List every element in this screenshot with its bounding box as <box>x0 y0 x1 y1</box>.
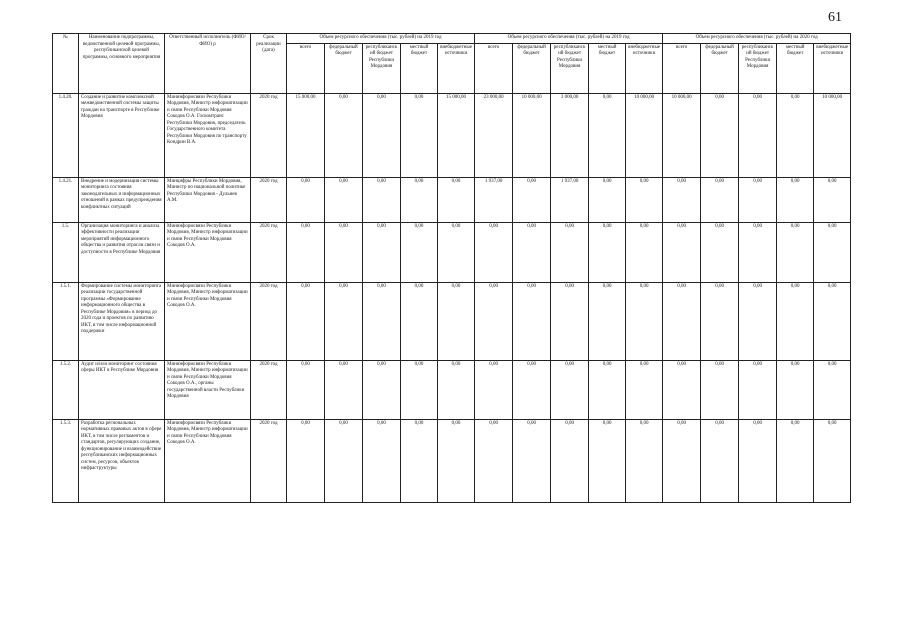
row-value: 0,00 <box>701 93 739 177</box>
header-sub-column: местный бюджет <box>589 43 626 93</box>
row-value: 0,00 <box>363 222 401 282</box>
row-code: 1.4.20. <box>53 93 79 177</box>
table-row <box>53 360 851 419</box>
row-value: 0,00 <box>626 177 663 222</box>
row-code: 1.5. <box>53 222 79 282</box>
table-row <box>53 282 851 360</box>
row-value: 0,00 <box>363 419 401 502</box>
row-value: 0,00 <box>777 222 814 282</box>
row-value: 0,00 <box>475 360 513 419</box>
row-value: 0,00 <box>589 222 626 282</box>
row-term: 2020 год <box>251 419 287 502</box>
row-responsible: Мининформсвязи Республики Мордовия, Министр информатизации и связи Республики Мордовия Сокодов О.А. <box>165 419 251 502</box>
row-value: 0,00 <box>513 177 551 222</box>
row-value: 0,00 <box>739 93 777 177</box>
row-value: 0,00 <box>626 419 663 502</box>
row-value: 0,00 <box>701 282 739 360</box>
row-value: 0,00 <box>401 177 438 222</box>
table-row <box>53 222 851 282</box>
row-responsible: Мининформсвязи Республики Мордовия, Министр информатизации и связи Республики Мордовия Сокодов О.А. Госкомтранс Республики Мордовия, председатель Государственного комитета Республики Мордовия по транспорту Кондрин В.А. <box>165 93 251 177</box>
row-value: 0,00 <box>551 360 589 419</box>
row-name: Разработка региональных нормативных правовых актов в сфере ИКТ, в том числе регламентов и стандартов, регулирующих создание, функционирование и взаимодействие республиканских информационных систем, ресурсов, объектов инфраструктуры <box>79 419 165 502</box>
row-value: 0,00 <box>325 222 363 282</box>
resource-table <box>52 33 851 503</box>
row-value: 0,00 <box>814 177 851 222</box>
row-value: 0,00 <box>589 93 626 177</box>
row-responsible: Мининформсвязи Республики Мордовия, Министр информатизации и связи Республики Мордовия Сокодов О.А., органы государственной власти Республики Мордовия <box>165 360 251 419</box>
header-sub-column: всего <box>663 43 701 93</box>
row-value: 0,00 <box>777 419 814 502</box>
row-value: 3 000,00 <box>551 93 589 177</box>
row-value: 0,00 <box>438 360 475 419</box>
row-value: 0,00 <box>401 360 438 419</box>
row-code: 1.5.1. <box>53 282 79 360</box>
header-sub-column: федеральный бюджет <box>513 43 551 93</box>
row-value: 0,00 <box>438 222 475 282</box>
row-value: 0,00 <box>777 282 814 360</box>
row-value: 0,00 <box>589 360 626 419</box>
row-value: 1 937,00 <box>475 177 513 222</box>
row-value: 0,00 <box>363 177 401 222</box>
row-value: 0,00 <box>663 419 701 502</box>
row-name: Внедрение и модернизация системы мониторинга состояния законодательных и информационных отношений в рамках предупреждения конфликтных ситуаций <box>79 177 165 222</box>
header-no: № <box>53 34 79 94</box>
row-value: 0,00 <box>401 419 438 502</box>
row-value: 0,00 <box>475 282 513 360</box>
table-row <box>53 93 851 177</box>
row-value: 0,00 <box>701 419 739 502</box>
row-value: 0,00 <box>551 282 589 360</box>
row-value: 0,00 <box>401 93 438 177</box>
row-value: 0,00 <box>739 222 777 282</box>
header-year-group: Объем ресурсного обеспечения (тыс. рублей) на 2020 год <box>663 34 851 44</box>
row-value: 0,00 <box>325 419 363 502</box>
row-value: 0,00 <box>663 282 701 360</box>
header-term: Срок реализации (дата) <box>251 34 287 94</box>
row-value: 0,00 <box>814 222 851 282</box>
header-sub-column: местный бюджет <box>401 43 438 93</box>
header-sub-column: всего <box>475 43 513 93</box>
header-sub-column: республиканский бюджет Республики Мордовия <box>363 43 401 93</box>
row-code: 1.5.2. <box>53 360 79 419</box>
row-value: 0,00 <box>513 222 551 282</box>
table-row <box>53 177 851 222</box>
row-value: 0,00 <box>814 419 851 502</box>
row-value: 0,00 <box>363 93 401 177</box>
row-value: 0,00 <box>287 360 325 419</box>
header-year-group: Объем ресурсного обеспечения (тыс. рублей) на 2019 год <box>287 34 475 44</box>
row-responsible: Мининформсвязи Республики Мордовия, Министр информатизации и связи Республики Мордовия Сокодов О.А. <box>165 282 251 360</box>
row-value: 0,00 <box>589 419 626 502</box>
row-value: 0,00 <box>663 222 701 282</box>
row-value: 0,00 <box>513 419 551 502</box>
row-code: 1.5.3. <box>53 419 79 502</box>
row-value: 0,00 <box>438 282 475 360</box>
row-value: 0,00 <box>363 282 401 360</box>
row-responsible: Мининформсвязи Республики Мордовия, Министр информатизации и связи Республики Мордовия Сокодов О.А. <box>165 222 251 282</box>
row-value: 10 000,00 <box>513 93 551 177</box>
row-value: 1 937,00 <box>551 177 589 222</box>
row-value: 0,00 <box>739 360 777 419</box>
row-name: Аудит и/или мониторинг состояния сферы ИКТ в Республике Мордовия <box>79 360 165 419</box>
row-term: 2020 год <box>251 282 287 360</box>
page-number: 61 <box>828 10 842 25</box>
row-value: 0,00 <box>589 282 626 360</box>
header-sub-column: местный бюджет <box>777 43 814 93</box>
header-sub-column: внебюджетные источники <box>814 43 851 93</box>
row-value: 0,00 <box>626 282 663 360</box>
row-value: 0,00 <box>363 360 401 419</box>
row-value: 0,00 <box>287 177 325 222</box>
row-value: 0,00 <box>626 222 663 282</box>
header-sub-column: федеральный бюджет <box>325 43 363 93</box>
header-sub-column: республиканский бюджет Республики Мордовия <box>551 43 589 93</box>
row-value: 0,00 <box>589 177 626 222</box>
row-value: 0,00 <box>438 177 475 222</box>
row-value: 0,00 <box>325 282 363 360</box>
row-value: 0,00 <box>701 360 739 419</box>
header-responsible: Ответственный исполнитель (ФИО/ФИО) р <box>165 34 251 94</box>
row-value: 0,00 <box>401 282 438 360</box>
row-value: 0,00 <box>325 93 363 177</box>
row-value: 0,00 <box>325 177 363 222</box>
row-value: 0,00 <box>513 282 551 360</box>
row-name: Формирование системы мониторинга реализации государственной программы «Формирование информационного общества в Республике Мордовия» в период до 2020 года и проектов по развитию ИКТ, в том числе информационной поддержки <box>79 282 165 360</box>
row-value: 0,00 <box>777 177 814 222</box>
row-name: Организация мониторинга и анализа эффективности реализации мероприятий информационного общества и развития отрасли связи и доступности в Республике Мордовия <box>79 222 165 282</box>
row-value: 0,00 <box>777 93 814 177</box>
row-term: 2020 год <box>251 360 287 419</box>
row-value: 10 000,00 <box>814 93 851 177</box>
row-value: 0,00 <box>777 360 814 419</box>
row-value: 0,00 <box>325 360 363 419</box>
header-name: Наименование подпрограммы, ведомственной целевой программы, республиканской целевой программы, основного мероприятия <box>79 34 165 94</box>
header-sub-column: внебюджетные источники <box>626 43 663 93</box>
row-value: 0,00 <box>551 419 589 502</box>
row-value: 0,00 <box>739 282 777 360</box>
row-value: 0,00 <box>739 419 777 502</box>
row-value: 23 000,00 <box>475 93 513 177</box>
row-value: 0,00 <box>287 419 325 502</box>
row-value: 0,00 <box>551 222 589 282</box>
row-value: 0,00 <box>438 419 475 502</box>
row-value: 0,00 <box>475 419 513 502</box>
row-value: 0,00 <box>287 282 325 360</box>
row-term: 2020 год <box>251 177 287 222</box>
row-value: 0,00 <box>287 222 325 282</box>
row-value: 0,00 <box>814 360 851 419</box>
header-sub-column: республиканский бюджет Республики Мордовия <box>739 43 777 93</box>
header-sub-column: внебюджетные источники <box>438 43 475 93</box>
row-term: 2020 год <box>251 93 287 177</box>
header-year-group: Объем ресурсного обеспечения (тыс. рублей) на 2019 год <box>475 34 663 44</box>
row-value: 0,00 <box>814 282 851 360</box>
row-value: 10 000,00 <box>626 93 663 177</box>
row-responsible: Минцифры Республики Мордовия, Министр по национальной политике Республики Мордовия - Дульнев А.М. <box>165 177 251 222</box>
row-value: 0,00 <box>739 177 777 222</box>
row-value: 0,00 <box>401 222 438 282</box>
row-value: 0,00 <box>701 177 739 222</box>
row-name: Создание и развитие комплексной межведомственной системы защиты граждан на транспорте в Республике Мордовия <box>79 93 165 177</box>
row-value: 0,00 <box>626 360 663 419</box>
row-value: 0,00 <box>663 177 701 222</box>
table-row <box>53 419 851 502</box>
row-value: 0,00 <box>701 222 739 282</box>
row-value: 15 000,00 <box>287 93 325 177</box>
row-term: 2020 год <box>251 222 287 282</box>
header-sub-column: всего <box>287 43 325 93</box>
row-value: 0,00 <box>513 360 551 419</box>
row-value: 15 000,00 <box>438 93 475 177</box>
row-code: 1.4.21. <box>53 177 79 222</box>
row-value: 0,00 <box>475 222 513 282</box>
header-sub-column: федеральный бюджет <box>701 43 739 93</box>
row-value: 0,00 <box>663 360 701 419</box>
row-value: 10 000,00 <box>663 93 701 177</box>
